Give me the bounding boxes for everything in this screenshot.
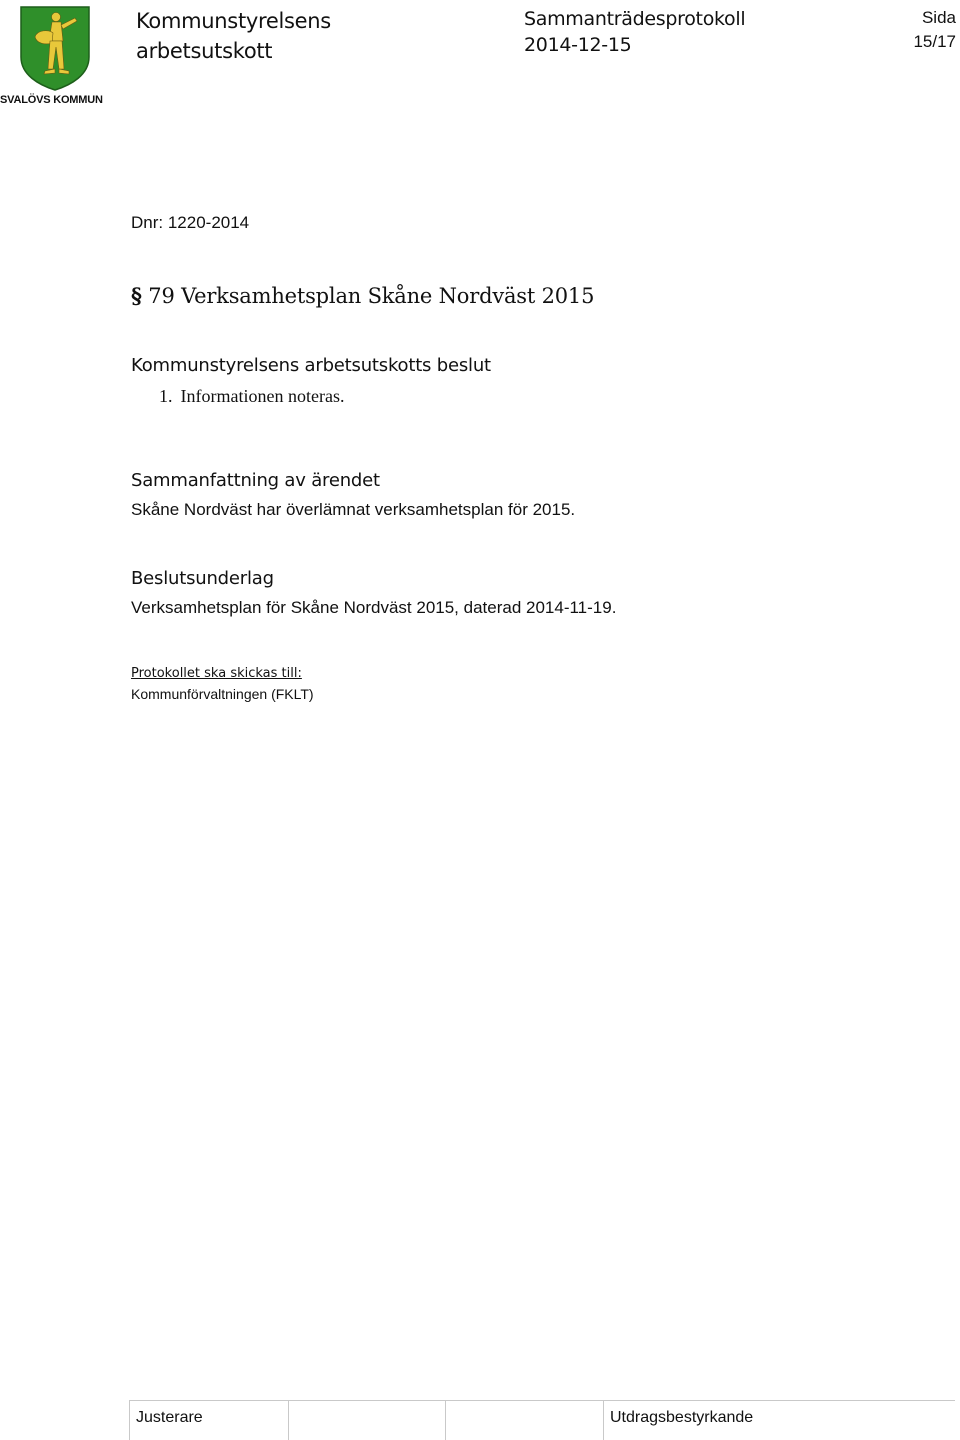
certifier-label: Utdragsbestyrkande bbox=[610, 1409, 754, 1426]
footer-divider bbox=[445, 1401, 446, 1440]
committee-name-line1: Kommunstyrelsens bbox=[136, 9, 331, 33]
signature-footer bbox=[129, 1400, 955, 1440]
committee-name-line2: arbetsutskott bbox=[136, 39, 273, 63]
decision-item-text: Informationen noteras. bbox=[180, 386, 345, 406]
page-number bbox=[913, 6, 956, 54]
protocol-heading bbox=[524, 6, 745, 58]
basis-text: Verksamhetsplan för Skåne Nordväst 2015, daterad 2014-11-19. bbox=[131, 598, 617, 617]
section-symbol: § bbox=[131, 283, 142, 308]
section-title-text: 79 Verksamhetsplan Skåne Nordväst 2015 bbox=[148, 284, 595, 308]
adjuster-label: Justerare bbox=[136, 1409, 203, 1426]
basis-heading: Beslutsunderlag bbox=[131, 568, 274, 589]
send-to-recipient: Kommunförvaltningen (FKLT) bbox=[131, 686, 314, 702]
footer-divider bbox=[129, 1401, 130, 1440]
footer-divider bbox=[288, 1401, 289, 1440]
committee-name bbox=[136, 6, 331, 66]
municipal-crest-logo bbox=[19, 5, 91, 91]
page-label: Sida bbox=[921, 8, 956, 27]
footer-divider bbox=[603, 1401, 604, 1440]
summary-text: Skåne Nordväst har överlämnat verksamhetsplan för 2015. bbox=[131, 500, 576, 519]
section-title bbox=[131, 283, 594, 308]
decision-heading: Kommunstyrelsens arbetsutskotts beslut bbox=[131, 355, 491, 376]
summary-heading: Sammanfattning av ärendet bbox=[131, 470, 380, 491]
municipality-name: SVALÖVS KOMMUN bbox=[0, 94, 103, 106]
send-to-label: Protokollet ska skickas till: bbox=[131, 666, 302, 681]
document-type: Sammanträdesprotokoll bbox=[524, 8, 746, 30]
case-number: Dnr: 1220-2014 bbox=[131, 213, 250, 232]
decision-item-number: 1. bbox=[159, 386, 173, 406]
meeting-date: 2014-12-15 bbox=[524, 34, 632, 56]
page-value: 15/17 bbox=[913, 32, 956, 51]
decision-item bbox=[159, 386, 344, 407]
